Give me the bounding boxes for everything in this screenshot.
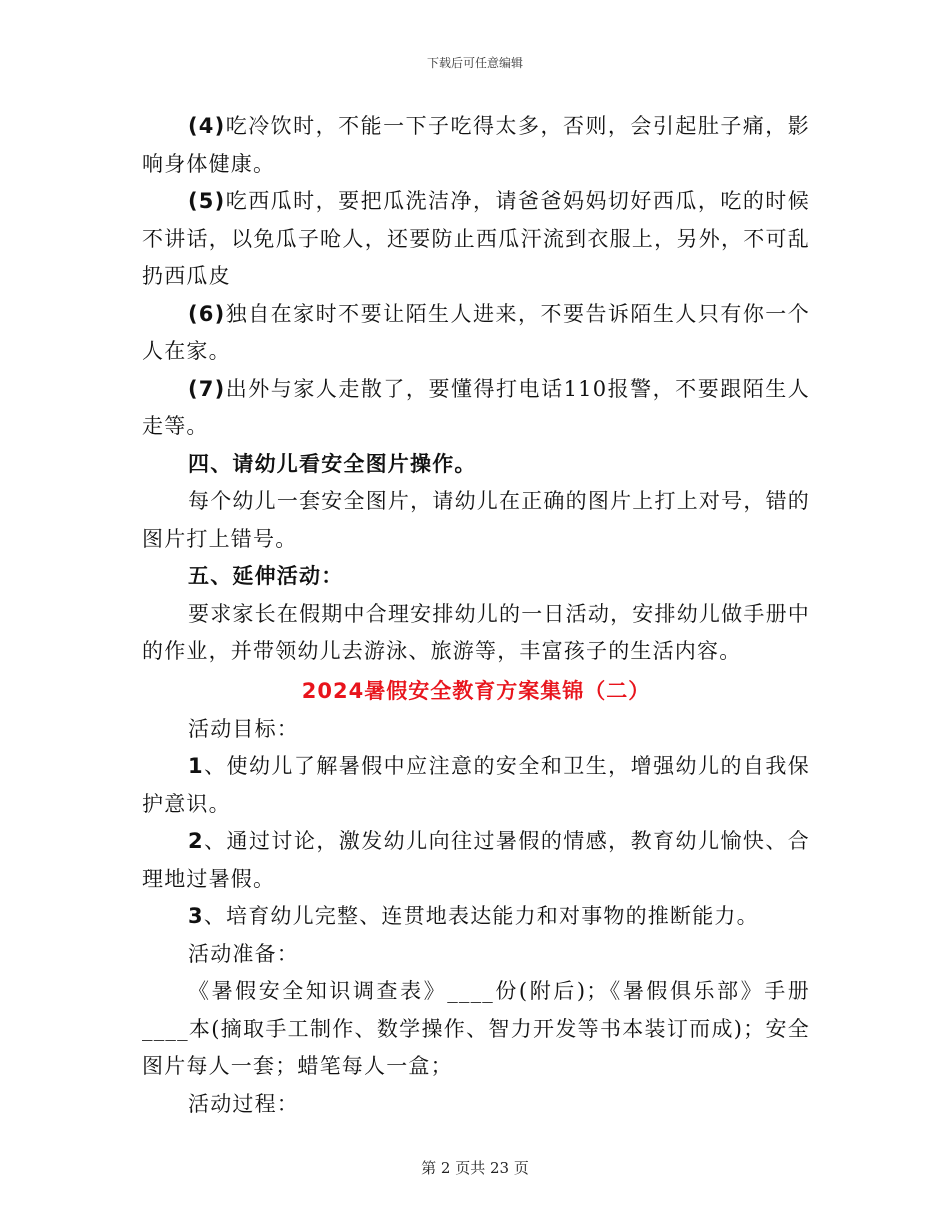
section-5-heading: 五、延伸活动： [188,564,344,588]
document-title: 2024暑假安全教育方案集锦（二） [301,678,651,703]
paragraph-item-4 [142,108,810,183]
paragraph-item-6 [142,296,810,371]
goal-item-3 [142,898,810,936]
paragraph-item-5 [142,183,810,296]
process-label: 活动过程： [188,1091,299,1116]
goal-number: 2 [188,829,204,853]
page-header: 下载后可任意编辑 [426,56,523,70]
item-number: (7) [188,376,226,401]
section-5-text: 要求家长在假期中合理安排幼儿的一日活动，安排幼儿做手册中的作业，并带领幼儿去游泳、旅游等，丰富孩子的生活内容。 [142,601,810,663]
goal-number: 3 [188,904,204,928]
goal-number: 1 [188,754,204,778]
item-text: 吃西瓜时，要把瓜洗洁净，请爸爸妈妈切好西瓜，吃的时候不讲话，以免瓜子呛人，还要防止西瓜汗流到衣服上，另外，不可乱扔西瓜皮 [142,189,810,288]
item-text: 独自在家时不要让陌生人进来，不要告诉陌生人只有你一个人在家。 [142,301,810,363]
item-text: 出外与家人走散了，要懂得打电话110报警，不要跟陌生人走等。 [142,376,810,438]
page-footer: 第 2 页共 23 页 [421,1159,529,1177]
goals-label: 活动目标： [188,716,299,741]
section-4-text: 每个幼儿一套安全图片，请幼儿在正确的图片上打上对号，错的图片打上错号。 [142,489,810,551]
paragraph-item-7 [142,371,810,446]
item-text: 吃冷饮时，不能一下子吃得太多，否则，会引起肚子痛，影响身体健康。 [142,114,810,176]
goal-text: 、培育幼儿完整、连贯地表达能力和对事物的推断能力。 [203,904,759,928]
item-number: (6) [188,301,226,326]
goal-text: 、使幼儿了解暑假中应注意的安全和卫生，增强幼儿的自我保护意识。 [142,754,810,816]
item-number: (5) [188,189,226,213]
document-body [142,108,810,1123]
goal-item-1 [142,748,810,823]
prep-text: 《暑假安全知识调查表》____份(附后)；《暑假俱乐部》手册____本(摘取手工制作、数学操作、智力开发等书本装订而成)；安全图片每人一套；蜡笔每人一盒； [142,979,810,1078]
goal-item-2 [142,823,810,898]
goal-text: 、通过讨论，激发幼儿向往过暑假的情感，教育幼儿愉快、合理地过暑假。 [142,829,810,891]
item-number: (4) [188,114,226,138]
section-4-heading: 四、请幼儿看安全图片操作。 [188,451,477,476]
prep-label: 活动准备： [188,941,299,966]
